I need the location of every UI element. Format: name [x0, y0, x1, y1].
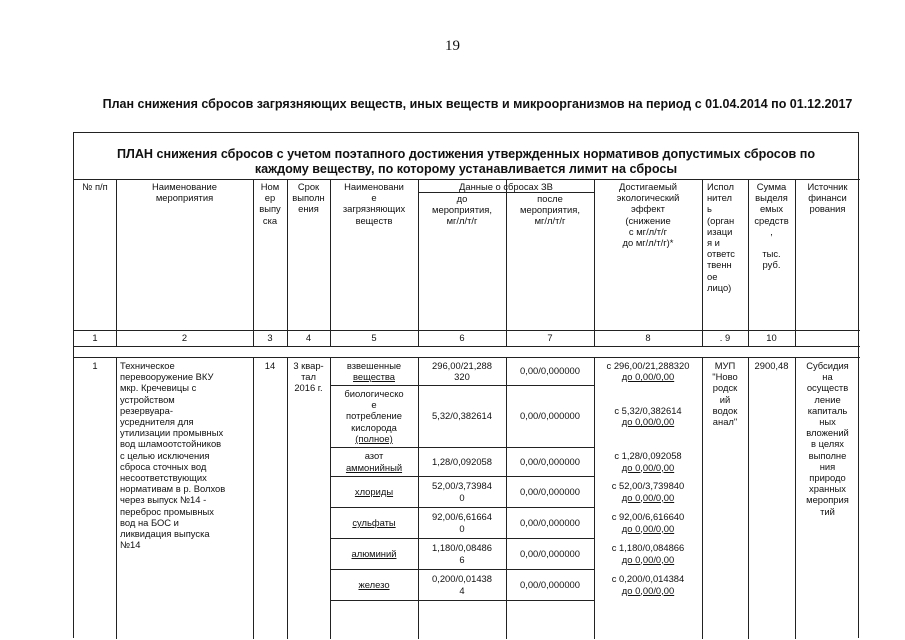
page-number: 19 [445, 38, 460, 54]
substance-name-line: сульфаты [352, 516, 396, 528]
substance-before [418, 385, 506, 447]
header-before [418, 193, 506, 233]
column-number-line: 8 [645, 332, 651, 343]
substance-name [330, 538, 418, 569]
column-number-line: 10 [766, 332, 777, 343]
row-source-line: Субсидия [806, 360, 849, 371]
row-source-line: на [822, 371, 833, 383]
header-term-line: ения [298, 203, 319, 215]
column-number-line: 1 [92, 332, 98, 343]
row-term-line: 3 квар- [293, 360, 324, 371]
row-outlet-line: 14 [264, 360, 276, 371]
col-number-bottom-rule [74, 346, 860, 347]
substance-name-line: кислорода [351, 421, 397, 433]
document-title: План снижения сбросов загрязняющих веществ, иных веществ и микроорганизмов на период с 01.04.2014 по 01.12.2017 [102, 97, 853, 111]
substance-before-line: 52,00/3,73984 [432, 480, 492, 492]
row-source-line: вложений [806, 427, 849, 439]
row-source-line: ния [819, 460, 836, 472]
row-measure-line: вод на БОС и [120, 516, 179, 528]
header-effect-line: экологический [616, 192, 680, 204]
row-source-line: ных [819, 416, 836, 428]
row-measure-line: резервуара- [120, 404, 173, 416]
column-number [74, 332, 116, 344]
substance-effect-line: с 52,00/3,739840 [611, 480, 685, 492]
substance-before [418, 476, 506, 507]
header-term-line: выполн [292, 192, 325, 204]
substance-before-line: 5,32/0,382614 [432, 410, 492, 422]
row-num [74, 360, 116, 372]
row-source-line: хранных [809, 483, 846, 495]
column-number-line: 5 [371, 332, 377, 343]
substance-effect-line: с 5,32/0,382614 [614, 404, 682, 416]
column-number-line: 4 [305, 332, 312, 343]
substance-before-line: 0 [459, 491, 465, 503]
header-outlet-line: выпу [259, 203, 281, 215]
substance-name-line: аммонийный [345, 461, 403, 473]
column-number-line: 3 [267, 332, 273, 343]
column-number-line: . 9 [719, 332, 731, 343]
row-measure-line: через выпуск №14 - [120, 494, 207, 506]
header-sum-line: емых [759, 203, 784, 215]
substance-before [418, 538, 506, 569]
substance-after [506, 447, 594, 476]
header-source [795, 181, 860, 221]
header-sum-line: выделя [755, 192, 788, 204]
header-sum [748, 181, 795, 291]
substance-after-line: 0,00/0,000000 [520, 455, 580, 467]
substance-name-line: железо [358, 578, 390, 590]
substance-effect-line: до 0,00/0,00 [621, 461, 675, 473]
header-executor-line: (орган [707, 214, 735, 226]
substance-rule [330, 600, 594, 601]
row-outlet [253, 360, 287, 372]
row-measure-line: ликвидация выпуска [120, 528, 210, 540]
substance-effect-line: до 0,00/0,00 [621, 553, 675, 565]
substance-effect [594, 538, 702, 569]
substance-before-line: 320 [454, 371, 470, 382]
substance-before-line: 1,180/0,08486 [432, 542, 492, 554]
substance-before [418, 507, 506, 538]
substance-before [418, 569, 506, 600]
header-outlet-line: ер [264, 192, 276, 204]
substance-effect-line: до 0,00/0,00 [621, 371, 675, 382]
row-source-line: осуществ [806, 382, 849, 394]
column-number-line: 2 [181, 332, 188, 343]
row-term-line: 2016 г. [294, 382, 323, 394]
header-after-line: мероприятия, [520, 204, 580, 216]
substance-after [506, 357, 594, 385]
header-executor-line: ответс [707, 248, 735, 260]
row-measure-line: несоответствующих [120, 472, 207, 484]
substance-effect-line: с 296,00/21,288320 [606, 359, 690, 371]
substance-before-line: 296,00/21,288 [432, 359, 492, 371]
header-discharge-group-line: Данные о сбросах ЗВ [459, 181, 553, 192]
row-sum [748, 360, 795, 372]
substance-after-line: 0,00/0,000000 [520, 516, 580, 528]
header-source-line: Источник [807, 181, 848, 192]
substance-effect [594, 507, 702, 538]
substance-name-line: азот [364, 450, 384, 462]
substance-effect [594, 357, 702, 385]
header-executor-line: я и [707, 237, 720, 249]
substance-effect-line: до 0,00/0,00 [621, 522, 675, 534]
row-measure [116, 360, 253, 600]
row-sum-line: 2900,48 [754, 360, 789, 371]
header-executor-line: изаци [707, 225, 733, 237]
header-effect-line: с мг/л/т/г [628, 225, 668, 237]
header-sum-line: , [770, 225, 773, 237]
header-before-line: до [456, 193, 468, 204]
row-measure-line: мкр. Кречевицы с [120, 382, 197, 394]
substance-effect-line: до 0,00/0,00 [621, 491, 675, 503]
row-measure-line: сброса сточных вод [120, 460, 207, 472]
column-number-line: 6 [459, 332, 465, 343]
row-executor-line: анал" [712, 416, 738, 428]
row-measure-line: усреднителя для [120, 416, 194, 428]
header-sum-line: тыс. [762, 248, 781, 260]
row-measure-line: Техническое [120, 360, 175, 371]
header-executor-line: твенн [707, 259, 732, 271]
substance-name [330, 447, 418, 476]
header-effect-line: до мг/л/т/г)* [622, 237, 674, 249]
plan-title [74, 147, 858, 177]
header-executor-line: Испол [707, 181, 734, 192]
header-source-line: финанси [808, 192, 847, 204]
header-effect [594, 181, 702, 271]
substance-after-line: 0,00/0,000000 [520, 547, 580, 559]
row-source-line: в целях [811, 438, 844, 450]
substance-effect-line: до 0,00/0,00 [621, 584, 675, 596]
row-measure-line: нормативам в р. Волхов [120, 483, 226, 495]
row-measure-line: с целью исключения [120, 449, 210, 461]
row-executor-line: водок [712, 404, 738, 416]
substance-before-line: 1,28/0,092058 [432, 455, 492, 467]
column-number [418, 332, 506, 344]
substance-name-line: алюминий [351, 547, 397, 559]
row-executor-line: родск [712, 382, 738, 394]
header-term [287, 181, 330, 231]
header-source-line: рования [809, 203, 846, 215]
substance-after [506, 569, 594, 600]
row-num-line: 1 [92, 360, 98, 371]
row-measure-line: вод шламоотстойников [120, 438, 222, 450]
substance-effect-line: с 0,200/0,014384 [611, 573, 685, 585]
header-num-line: № п/п [82, 181, 108, 192]
substance-after-line: 0,00/0,000000 [520, 365, 580, 377]
substance-effect-line: с 1,180/0,084866 [611, 542, 685, 554]
header-sum-line: руб. [762, 259, 781, 271]
row-measure-line: №14 [120, 539, 141, 551]
plan-title-line1: ПЛАН снижения сбросов с учетом поэтапного достижения утвержденных нормативов допустимых сбросов по [116, 147, 816, 161]
header-measure [116, 181, 253, 221]
row-source-line: ление [814, 393, 841, 405]
row-executor-line: "Ново [712, 371, 738, 383]
row-executor [702, 360, 748, 450]
substance-name-line: (полное) [355, 432, 393, 444]
substance-before-line: 6 [459, 553, 465, 565]
row-source-line: мероприя [806, 494, 849, 506]
substance-after [506, 538, 594, 569]
row-measure-line: переброс промывных [120, 505, 214, 517]
header-before-line: мг/л/т/г [446, 215, 478, 227]
header-after-line: мг/л/т/г [534, 215, 566, 227]
header-executor-line: ое [707, 270, 718, 282]
header-term-line: Срок [297, 181, 320, 192]
substance-before-line: 0 [459, 522, 465, 534]
header-sum-line: Сумма [756, 181, 787, 192]
header-after [506, 193, 594, 233]
header-outlet-line: Ном [260, 181, 280, 192]
substance-name-line: потребление [346, 410, 402, 422]
substance-after-line: 0,00/0,000000 [520, 578, 580, 590]
substance-before [418, 357, 506, 385]
substance-after-line: 0,00/0,000000 [520, 485, 580, 497]
header-substance-line: веществ [355, 214, 393, 226]
substance-name [330, 385, 418, 447]
substance-effect [594, 385, 702, 447]
substance-effect [594, 569, 702, 600]
row-source-line: выполне [808, 449, 847, 461]
header-before-line: мероприятия, [432, 204, 492, 216]
substance-effect [594, 447, 702, 476]
row-measure-line: перевооружение ВКУ [120, 371, 214, 383]
header-executor [702, 181, 748, 331]
row-measure-line: устройством [120, 393, 175, 405]
row-term [287, 360, 330, 400]
column-number [116, 332, 253, 344]
header-measure-line: Наименование мероприятия [152, 181, 217, 204]
substance-after [506, 507, 594, 538]
header-executor-line: ь [707, 203, 712, 215]
substance-before-line: 92,00/6,61664 [432, 511, 492, 523]
substance-after [506, 385, 594, 447]
substance-after [506, 476, 594, 507]
header-effect-line: эффект [631, 203, 665, 215]
row-source-line: капиталь [807, 404, 848, 416]
column-rule [748, 357, 749, 639]
substance-before [418, 447, 506, 476]
column-number-line: 7 [547, 332, 553, 343]
header-substance-line: загрязняющих [342, 203, 406, 215]
header-discharge-group [418, 181, 594, 193]
header-after-line: после [537, 193, 563, 204]
substance-name [330, 476, 418, 507]
row-source-line: тий [820, 505, 835, 517]
header-sum-line [748, 237, 795, 248]
substance-effect-line: с 92,00/6,616640 [611, 511, 685, 523]
column-number [748, 332, 795, 344]
substance-name [330, 507, 418, 538]
substance-before-line: 4 [459, 584, 465, 596]
header-substance [330, 181, 418, 241]
header-top-rule [74, 179, 860, 180]
header-effect-line: (снижение [625, 214, 671, 226]
substance-effect [594, 476, 702, 507]
column-number [287, 332, 330, 344]
header-sum-line: средств [754, 214, 789, 226]
plan-table [73, 132, 859, 638]
substance-name-line: хлориды [354, 485, 394, 497]
header-effect-line: Достигаемый [619, 181, 677, 192]
header-num [74, 181, 116, 201]
substance-name-line: е [371, 399, 377, 411]
column-number [594, 332, 702, 344]
substance-name-line: взвешенные [346, 359, 402, 371]
row-source [795, 360, 860, 560]
substance-name [330, 569, 418, 600]
plan-title-line2: каждому веществу, по которому устанавливается лимит на сбросы [254, 162, 678, 176]
column-number [253, 332, 287, 344]
column-number [330, 332, 418, 344]
header-executor-line: лицо) [707, 281, 732, 293]
substance-after-line: 0,00/0,000000 [520, 410, 580, 422]
substance-effect-line: до 0,00/0,00 [621, 416, 675, 427]
row-executor-line: ий [719, 393, 731, 405]
column-number [702, 332, 748, 344]
row-term-line: тал [301, 371, 316, 383]
row-executor-line: МУП [714, 360, 736, 371]
row-source-line: природо [809, 472, 846, 484]
header-substance-line: Наименовани [344, 181, 404, 192]
substance-name [330, 357, 418, 385]
header-outlet [253, 181, 287, 241]
header-outlet-line: ска [262, 214, 278, 226]
substance-before-line: 0,200/0,01438 [432, 573, 492, 585]
substance-name-line: вещества [353, 371, 395, 382]
substance-name-line: биологическо [344, 387, 404, 399]
column-number [506, 332, 594, 344]
column-rule [253, 357, 254, 639]
header-substance-line: е [371, 192, 377, 204]
row-measure-line: утилизации промывных [120, 427, 224, 439]
header-executor-line: нител [707, 192, 732, 204]
substance-effect-line: с 1,28/0,092058 [614, 450, 682, 462]
